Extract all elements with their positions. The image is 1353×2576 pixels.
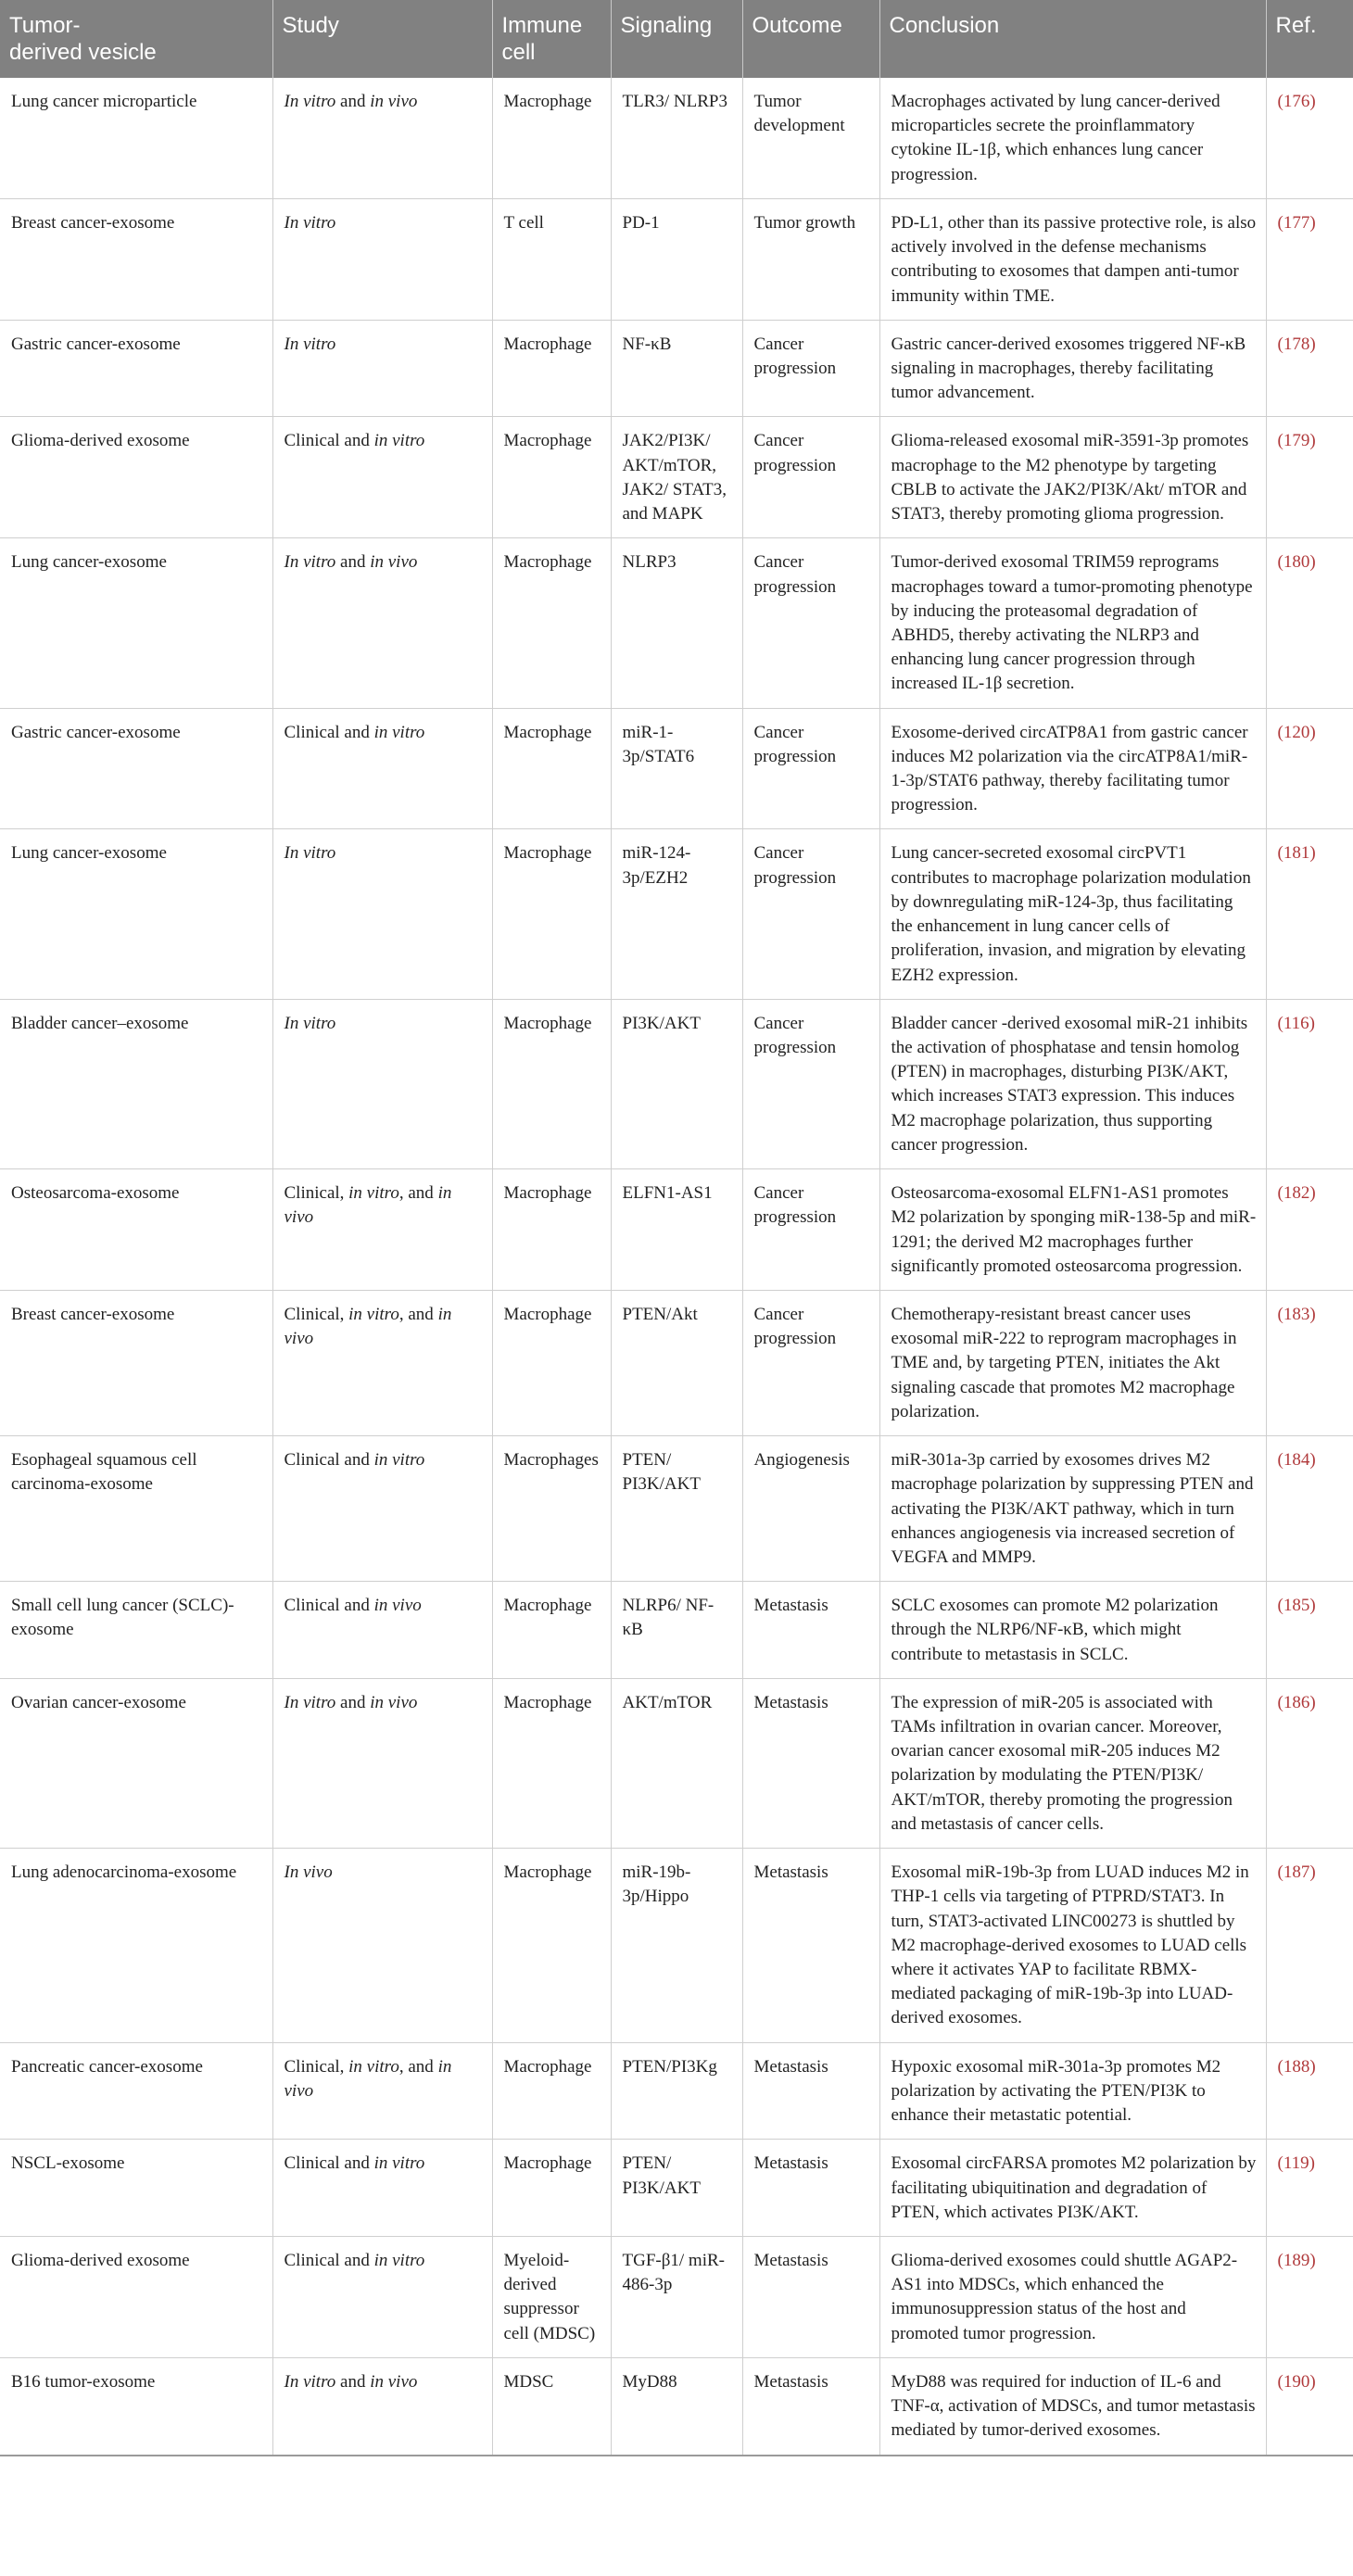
study-cell — [272, 320, 492, 417]
outcome-cell: Cancer progression — [742, 1169, 879, 1291]
study-text-segment: Clinical and — [284, 722, 374, 742]
header-cell-outcome: Outcome — [742, 0, 879, 78]
ref-cell[interactable]: (183) — [1266, 1290, 1353, 1435]
conclusion-cell: Tumor-derived exosomal TRIM59 reprograms macrophages toward a tumor-promoting phenotype by inducing the proteasomal degradation of ABHD5, thereby activating the NLRP3 and enhancing lung cancer progression through increased IL-1β secretion. — [879, 538, 1266, 708]
study-cell — [272, 829, 492, 999]
signaling-cell: PTEN/ PI3K/AKT — [611, 1436, 742, 1582]
outcome-cell: Metastasis — [742, 1678, 879, 1848]
ref-cell[interactable]: (120) — [1266, 708, 1353, 829]
table-row — [0, 2357, 1353, 2455]
study-text-segment: In vitro — [284, 212, 336, 233]
outcome-cell: Metastasis — [742, 2236, 879, 2357]
outcome-cell: Cancer progression — [742, 708, 879, 829]
table-row — [0, 320, 1353, 417]
study-text-segment: , and — [398, 1304, 438, 1324]
outcome-cell: Angiogenesis — [742, 1436, 879, 1582]
vesicle-cell: Small cell lung cancer (SCLC)-exosome — [0, 1582, 272, 1679]
signaling-cell: JAK2/PI3K/ AKT/mTOR, JAK2/ STAT3, and MAPK — [611, 417, 742, 538]
study-text-segment: in vitro — [373, 1450, 425, 1471]
outcome-cell: Metastasis — [742, 2140, 879, 2237]
outcome-cell: Cancer progression — [742, 999, 879, 1168]
study-text-segment: Clinical and — [284, 1596, 374, 1616]
table-row — [0, 2042, 1353, 2140]
signaling-cell: AKT/mTOR — [611, 1678, 742, 1848]
immune-cell-cell: T cell — [492, 198, 611, 320]
signaling-cell: MyD88 — [611, 2357, 742, 2455]
vesicle-cell: Breast cancer-exosome — [0, 198, 272, 320]
study-text-segment: In vitro — [284, 2371, 336, 2392]
study-text-segment: in vitro — [373, 431, 425, 451]
study-text-segment: In vivo — [284, 1863, 333, 1883]
conclusion-cell: PD-L1, other than its passive protective role, is also actively involved in the defense mechanisms contributing to exosomes that dampen anti-tumor immunity within TME. — [879, 198, 1266, 320]
table-row — [0, 78, 1353, 198]
signaling-cell: miR-19b- 3p/Hippo — [611, 1849, 742, 2043]
ref-cell[interactable]: (181) — [1266, 829, 1353, 999]
outcome-cell: Cancer progression — [742, 538, 879, 708]
study-text-segment: In vitro — [284, 92, 336, 111]
immune-cell-cell: Macrophage — [492, 999, 611, 1168]
conclusion-cell: Osteosarcoma-exosomal ELFN1-AS1 promotes M2 polarization by sponging miR-138-5p and miR-1291; the derived M2 macrophages further significantly promoted osteosarcoma progression. — [879, 1169, 1266, 1291]
ref-cell[interactable]: (179) — [1266, 417, 1353, 538]
study-cell — [272, 999, 492, 1168]
study-cell — [272, 1169, 492, 1291]
table-row — [0, 1290, 1353, 1435]
study-text-segment: Clinical and — [284, 2250, 374, 2270]
vesicle-cell: Lung adenocarcinoma-exosome — [0, 1849, 272, 2043]
study-text-segment: and — [335, 2371, 371, 2392]
study-text-segment: Clinical and — [284, 431, 374, 451]
outcome-cell: Cancer progression — [742, 1290, 879, 1435]
vesicle-cell: Ovarian cancer-exosome — [0, 1678, 272, 1848]
immune-cell-cell: Macrophage — [492, 1169, 611, 1291]
vesicle-cell: Osteosarcoma-exosome — [0, 1169, 272, 1291]
immune-cell-cell: Macrophages — [492, 1436, 611, 1582]
immune-cell-cell: MDSC — [492, 2357, 611, 2455]
outcome-cell: Metastasis — [742, 1582, 879, 1679]
vesicle-cell: NSCL-exosome — [0, 2140, 272, 2237]
conclusion-cell: Macrophages activated by lung cancer-derived microparticles secrete the proinflammatory cytokine IL-1β, which enhances lung cancer progression. — [879, 78, 1266, 198]
header-cell-signaling: Signaling — [611, 0, 742, 78]
table-row — [0, 1678, 1353, 1848]
vesicle-cell: Gastric cancer-exosome — [0, 320, 272, 417]
study-cell — [272, 78, 492, 198]
header-row — [0, 0, 1353, 78]
conclusion-cell: Glioma-derived exosomes could shuttle AGAP2-AS1 into MDSCs, which enhanced the immunosuppression status of the host and promoted tumor progression. — [879, 2236, 1266, 2357]
signaling-cell: NLRP3 — [611, 538, 742, 708]
study-text-segment: in vivo — [370, 2371, 418, 2392]
header-cell-ref: Ref. — [1266, 0, 1353, 78]
immune-cell-cell: Macrophage — [492, 78, 611, 198]
table-row — [0, 708, 1353, 829]
table-row — [0, 999, 1353, 1168]
study-text-segment: In vitro — [284, 1692, 336, 1712]
outcome-cell: Tumor development — [742, 78, 879, 198]
table-row — [0, 2140, 1353, 2237]
immune-cell-cell: Macrophage — [492, 320, 611, 417]
ref-cell[interactable]: (187) — [1266, 1849, 1353, 2043]
conclusion-cell: Lung cancer-secreted exosomal circPVT1 contributes to macrophage polarization modulation by downregulating miR-124-3p, thus facilitating the enhancement in lung cancer cells of proliferation, invasion, and migration by elevating EZH2 expression. — [879, 829, 1266, 999]
vesicle-cell: Glioma-derived exosome — [0, 2236, 272, 2357]
signaling-cell: NF-κB — [611, 320, 742, 417]
immune-cell-cell: Macrophage — [492, 1290, 611, 1435]
study-text-segment: in vitro — [373, 722, 425, 742]
study-text-segment: in vitro — [373, 2250, 425, 2270]
table-body — [0, 78, 1353, 2456]
ref-cell[interactable]: (176) — [1266, 78, 1353, 198]
ref-cell[interactable]: (184) — [1266, 1436, 1353, 1582]
study-cell — [272, 1582, 492, 1679]
conclusion-cell: Gastric cancer-derived exosomes triggered NF-κB signaling in macrophages, thereby facilitating tumor advancement. — [879, 320, 1266, 417]
study-cell — [272, 538, 492, 708]
vesicle-cell: Esophageal squamous cell carcinoma-exosome — [0, 1436, 272, 1582]
table-row — [0, 829, 1353, 999]
signaling-cell: PTEN/ PI3K/AKT — [611, 2140, 742, 2237]
header-cell-vesicle: Tumor- derived vesicle — [0, 0, 272, 78]
signaling-cell: PTEN/Akt — [611, 1290, 742, 1435]
ref-cell[interactable]: (186) — [1266, 1678, 1353, 1848]
conclusion-cell: Bladder cancer -derived exosomal miR-21 inhibits the activation of phosphatase and tensin homolog (PTEN) in macrophages, disturbing PI3K/AKT, which increases STAT3 expression. This induces M2 macrophage polarization, thus supporting cancer progression. — [879, 999, 1266, 1168]
conclusion-cell: MyD88 was required for induction of IL-6 and TNF-α, activation of MDSCs, and tumor metastasis mediated by tumor-derived exosomes. — [879, 2357, 1266, 2455]
table-row — [0, 1436, 1353, 1582]
signaling-cell: miR-124- 3p/EZH2 — [611, 829, 742, 999]
conclusion-cell: Exosomal circFARSA promotes M2 polarization by facilitating ubiquitination and degradation of PTEN, which activates PI3K/AKT. — [879, 2140, 1266, 2237]
conclusion-cell: Glioma-released exosomal miR-3591-3p promotes macrophage to the M2 phenotype by targeting CBLB to activate the JAK2/PI3K/Akt/ mTOR and STAT3, thereby promoting glioma progression. — [879, 417, 1266, 538]
immune-cell-cell: Macrophage — [492, 417, 611, 538]
conclusion-cell: The expression of miR-205 is associated with TAMs infiltration in ovarian cancer. Moreover, ovarian cancer exosomal miR-205 induces M2 polarization by modulating the PTEN/PI3K/ AKT/mTOR, thereby promoting the progression and metastasis of cancer cells. — [879, 1678, 1266, 1848]
vesicle-cell: Pancreatic cancer-exosome — [0, 2042, 272, 2140]
study-text-segment: in vitro — [348, 1183, 399, 1204]
study-text-segment: In vitro — [284, 1013, 336, 1033]
immune-cell-cell: Macrophage — [492, 708, 611, 829]
study-text-segment: in vivo — [284, 2056, 452, 2101]
study-cell — [272, 1290, 492, 1435]
outcome-cell: Tumor growth — [742, 198, 879, 320]
vesicle-cell: Breast cancer-exosome — [0, 1290, 272, 1435]
signaling-cell: miR-1- 3p/STAT6 — [611, 708, 742, 829]
ref-cell[interactable]: (188) — [1266, 2042, 1353, 2140]
conclusion-cell: SCLC exosomes can promote M2 polarization through the NLRP6/NF-κB, which might contribute to metastasis in SCLC. — [879, 1582, 1266, 1679]
immune-cell-cell: Macrophage — [492, 538, 611, 708]
study-text-segment: in vivo — [370, 1692, 418, 1712]
study-text-segment: Clinical, — [284, 1304, 349, 1324]
table-row — [0, 1582, 1353, 1679]
study-cell — [272, 198, 492, 320]
study-text-segment: in vivo — [370, 92, 418, 111]
study-text-segment: in vitro — [348, 1304, 399, 1324]
ref-cell[interactable]: (189) — [1266, 2236, 1353, 2357]
study-text-segment: in vivo — [373, 1596, 422, 1616]
ref-cell[interactable]: (177) — [1266, 198, 1353, 320]
vesicle-cell: Lung cancer microparticle — [0, 78, 272, 198]
conclusion-cell: Hypoxic exosomal miR-301a-3p promotes M2 polarization by activating the PTEN/PI3K to enhance their metastatic potential. — [879, 2042, 1266, 2140]
study-text-segment: , and — [398, 2056, 438, 2077]
study-text-segment: in vivo — [284, 1304, 452, 1349]
header-cell-study: Study — [272, 0, 492, 78]
table-row — [0, 1849, 1353, 2043]
ref-cell[interactable]: (116) — [1266, 999, 1353, 1168]
study-text-segment: in vitro — [348, 2056, 399, 2077]
table-row — [0, 538, 1353, 708]
vesicle-cell: Gastric cancer-exosome — [0, 708, 272, 829]
study-text-segment: in vivo — [284, 1183, 452, 1228]
signaling-cell: TLR3/ NLRP3 — [611, 78, 742, 198]
immune-cell-cell: Macrophage — [492, 1678, 611, 1848]
outcome-cell: Cancer progression — [742, 417, 879, 538]
table-row — [0, 198, 1353, 320]
vesicle-cell: Bladder cancer–exosome — [0, 999, 272, 1168]
study-cell — [272, 1849, 492, 2043]
table-row — [0, 417, 1353, 538]
study-cell — [272, 417, 492, 538]
signaling-cell: PTEN/PI3Kg — [611, 2042, 742, 2140]
table-row — [0, 2236, 1353, 2357]
study-text-segment: Clinical, — [284, 2056, 349, 2077]
study-text-segment: In vitro — [284, 843, 336, 864]
study-text-segment: and — [335, 92, 371, 111]
study-cell — [272, 2236, 492, 2357]
conclusion-cell: Chemotherapy-resistant breast cancer uses exosomal miR-222 to reprogram macrophages in TME and, by targeting PTEN, initiates the Akt signaling cascade that promotes M2 macrophage polarization. — [879, 1290, 1266, 1435]
ref-cell[interactable]: (119) — [1266, 2140, 1353, 2237]
outcome-cell: Cancer progression — [742, 320, 879, 417]
conclusion-cell: miR-301a-3p carried by exosomes drives M2 macrophage polarization by suppressing PTEN and activating the PI3K/AKT pathway, which in turn enhances angiogenesis via increased secretion of VEGFA and MMP9. — [879, 1436, 1266, 1582]
study-text-segment: in vivo — [370, 552, 418, 573]
outcome-cell: Metastasis — [742, 2357, 879, 2455]
study-text-segment: In vitro — [284, 334, 336, 354]
header-cell-conclusion: Conclusion — [879, 0, 1266, 78]
vesicle-cell: Lung cancer-exosome — [0, 538, 272, 708]
ref-cell[interactable]: (180) — [1266, 538, 1353, 708]
immune-cell-cell: Macrophage — [492, 1849, 611, 2043]
vesicle-cell: Glioma-derived exosome — [0, 417, 272, 538]
study-text-segment: , and — [398, 1183, 438, 1204]
study-text-segment: and — [335, 1692, 371, 1712]
signaling-cell: PI3K/AKT — [611, 999, 742, 1168]
vesicle-cell: B16 tumor-exosome — [0, 2357, 272, 2455]
outcome-cell: Metastasis — [742, 2042, 879, 2140]
signaling-cell: NLRP6/ NF-κB — [611, 1582, 742, 1679]
study-cell — [272, 1436, 492, 1582]
study-cell — [272, 1678, 492, 1848]
outcome-cell: Metastasis — [742, 1849, 879, 2043]
study-text-segment: in vitro — [373, 2153, 425, 2174]
signaling-cell: PD-1 — [611, 198, 742, 320]
table-row — [0, 1169, 1353, 1291]
ref-cell[interactable]: (190) — [1266, 2357, 1353, 2455]
study-cell — [272, 2357, 492, 2455]
immune-cell-cell: Macrophage — [492, 2042, 611, 2140]
signaling-cell: ELFN1-AS1 — [611, 1169, 742, 1291]
header-cell-immune-cell: Immune cell — [492, 0, 611, 78]
vesicle-cell: Lung cancer-exosome — [0, 829, 272, 999]
study-text-segment: and — [335, 552, 371, 573]
study-text-segment: Clinical and — [284, 2153, 374, 2174]
study-cell — [272, 2140, 492, 2237]
ref-cell[interactable]: (178) — [1266, 320, 1353, 417]
study-cell — [272, 708, 492, 829]
immune-cell-cell: Myeloid-derived suppressor cell (MDSC) — [492, 2236, 611, 2357]
study-text-segment: In vitro — [284, 552, 336, 573]
immune-cell-cell: Macrophage — [492, 1582, 611, 1679]
immune-cell-cell: Macrophage — [492, 2140, 611, 2237]
outcome-cell: Cancer progression — [742, 829, 879, 999]
study-text-segment: Clinical and — [284, 1450, 374, 1471]
ref-cell[interactable]: (182) — [1266, 1169, 1353, 1291]
conclusion-cell: Exosome-derived circATP8A1 from gastric cancer induces M2 polarization via the circATP8A1/miR-1-3p/STAT6 pathway, thereby facilitating tumor progression. — [879, 708, 1266, 829]
immune-cell-cell: Macrophage — [492, 829, 611, 999]
signaling-cell: TGF-β1/ miR-486-3p — [611, 2236, 742, 2357]
ref-cell[interactable]: (185) — [1266, 1582, 1353, 1679]
study-cell — [272, 2042, 492, 2140]
conclusion-cell: Exosomal miR-19b-3p from LUAD induces M2 in THP-1 cells via targeting of PTPRD/STAT3. In turn, STAT3-activated LINC00273 is shuttled by M2 macrophage-derived exosomes to LUAD cells where it activates YAP to facilitate RBMX-mediated packaging of miR-19b-3p into LUAD-derived exosomes. — [879, 1849, 1266, 2043]
study-text-segment: Clinical, — [284, 1183, 349, 1204]
